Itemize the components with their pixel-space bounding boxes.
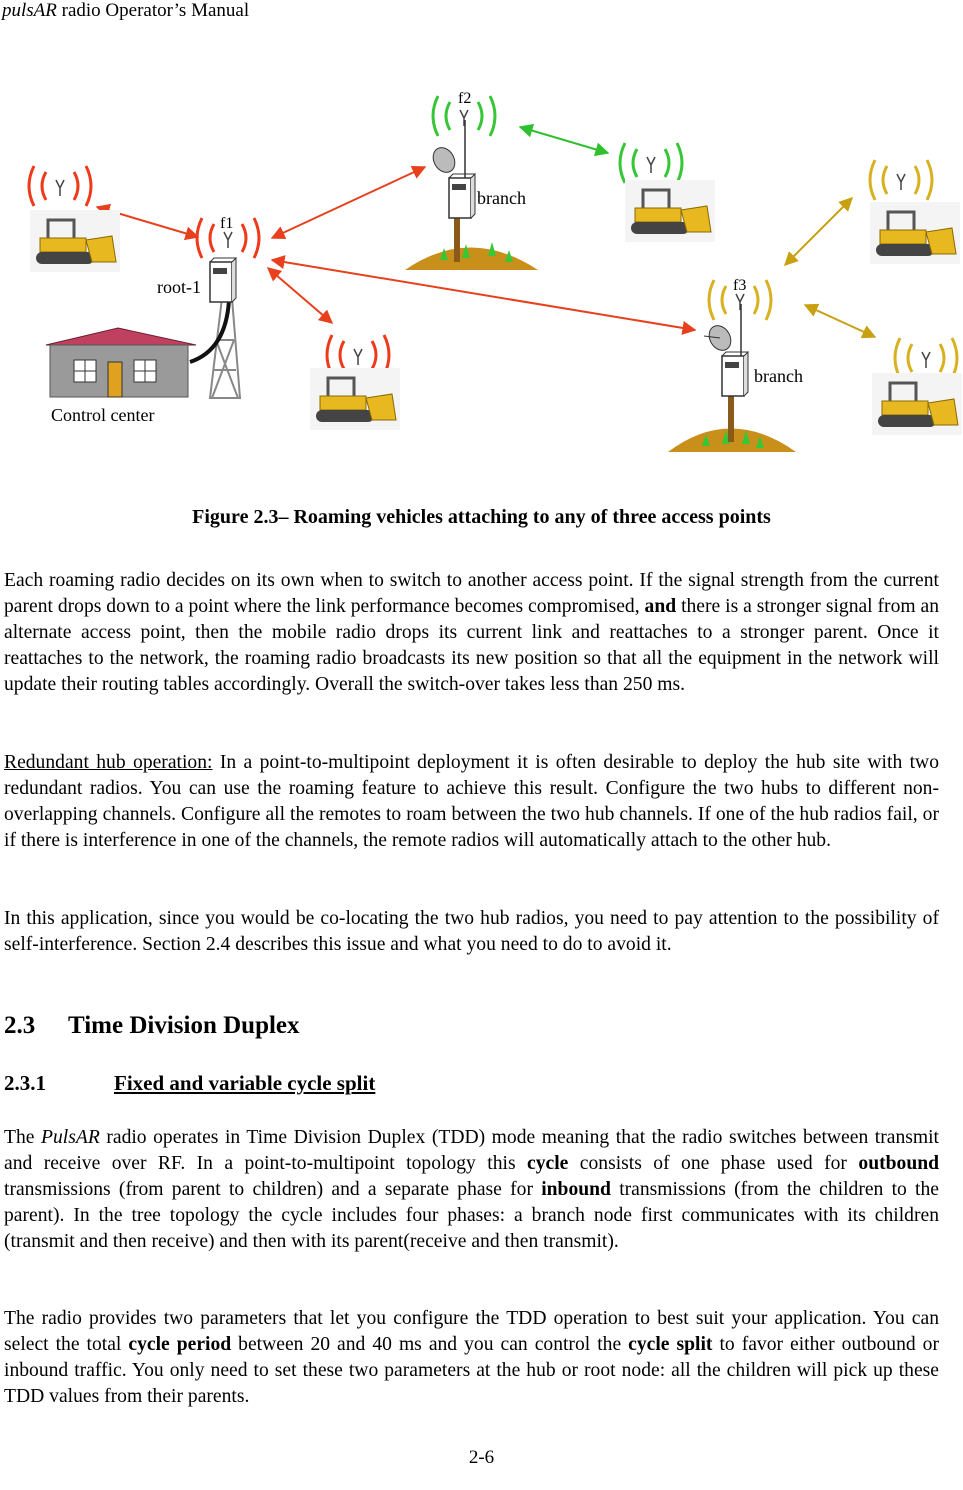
text-run: transmissions (from the children to the parent). In the tree topology the cycle includes four phases: a branch node first communicates with its children (transmit and then receive) and then with its parent(receive and then transmit). <box>4 1179 939 1252</box>
text-run: consists of one phase used for <box>579 1153 847 1174</box>
run-in-heading: Redundant hub operation: <box>4 752 213 773</box>
roaming-vehicle-5 <box>872 338 962 435</box>
text-run: between 20 and 40 ms and you can control the <box>238 1334 622 1355</box>
branch-access-point-f3 <box>668 277 803 452</box>
running-header <box>2 0 249 22</box>
bold-text: outbound <box>858 1153 940 1174</box>
italic-text: PulsAR <box>41 1127 100 1148</box>
section-heading <box>4 1012 300 1040</box>
link-f2-dozer2 <box>520 127 608 153</box>
section-title: Time Division Duplex <box>68 1012 300 1039</box>
label-f2: f2 <box>458 90 472 107</box>
roaming-vehicle-2 <box>620 143 715 242</box>
text-run: there is a stronger signal from an alternate access point, then the mobile radio drops its current link and reattaches to a stronger parent. Once it reattaches to the network, the roaming radio broadcasts its new position so that all the equipment in the network will update their routing tables accordingly. Overall the switch-over takes less than 250 ms. <box>4 596 940 695</box>
branch-access-point-f2 <box>405 90 538 270</box>
label-f3: f3 <box>733 277 747 294</box>
control-center-building <box>46 328 196 425</box>
paragraph-redundant-hub <box>4 750 939 854</box>
text-run: radio operates in Time Division Duplex (TDD) mode meaning that the radio switches between transmit and receive over RF. In a point-to-multipoint topology this <box>4 1127 939 1174</box>
label-control-center: Control center <box>51 405 155 425</box>
figure-caption: Figure 2.3– Roaming vehicles attaching to any of three access points <box>192 506 771 528</box>
link-root-branch-f3 <box>272 260 695 330</box>
subsection-heading <box>4 1071 375 1096</box>
roaming-vehicle-1 <box>29 166 120 272</box>
link-f3-dozer5 <box>805 305 875 337</box>
link-root-branch-f2 <box>272 167 425 238</box>
paragraph-roaming <box>4 568 939 698</box>
text-run: to favor either outbound or inbound traffic. You only need to set these two parameters at the hub or root node: all the children will pick up these TDD values from their parents. <box>4 1334 939 1407</box>
network-diagram <box>0 80 963 470</box>
subsection-title: Fixed and variable cycle split <box>114 1071 376 1095</box>
text-run: The radio provides two parameters that let you configure the TDD operation to best suit your application. You can select the total <box>4 1308 939 1355</box>
roaming-vehicle-3 <box>310 335 400 430</box>
section-number: 2.3 <box>4 1012 36 1039</box>
page-number: 2-6 <box>468 1447 495 1468</box>
bold-text: inbound <box>541 1179 611 1200</box>
link-root-dozer3 <box>268 268 332 323</box>
bold-text: cycle <box>527 1153 569 1174</box>
bold-text: and <box>644 596 677 617</box>
roaming-vehicle-4 <box>870 160 960 264</box>
text-run: The <box>4 1127 35 1148</box>
brand-name: pulsAR <box>2 0 57 21</box>
paragraph-self-interference: In this application, since you would be co-locating the two hub radios, you need to pay attention to the possibility of self-interference. Section 2.4 describes this issue and what you need to do to avoid it. <box>4 908 939 955</box>
bold-text: cycle period <box>128 1334 232 1355</box>
subsection-number: 2.3.1 <box>4 1071 46 1095</box>
manual-title: radio Operator’s Manual <box>61 0 250 21</box>
label-f1: f1 <box>220 215 234 232</box>
bold-text: cycle split <box>628 1334 713 1355</box>
text-run: In a point-to-multipoint deployment it is often desirable to deploy the hub site with two redundant radios. You can use the roaming feature to achieve this result. Configure the two hubs to different non-overlapping channels. Configure all the remotes to roam between the two hub channels. If one of the hub radios fail, or if there is interference in one of the channels, the remote radios will automatically attach to the other hub. <box>4 752 940 851</box>
label-root: root-1 <box>157 277 201 297</box>
paragraph-tdd-parameters <box>4 1306 939 1410</box>
text-run: transmissions (from parent to children) and a separate phase for <box>4 1179 533 1200</box>
label-branch-top: branch <box>477 188 526 208</box>
link-f3-dozer4 <box>785 198 852 265</box>
paragraph-tdd <box>4 1125 939 1255</box>
label-branch-right: branch <box>754 366 803 386</box>
text-run: Each roaming radio decides on its own when to switch to another access point. If the signal strength from the current parent drops down to a point where the link performance becomes compromised, <box>4 570 939 617</box>
